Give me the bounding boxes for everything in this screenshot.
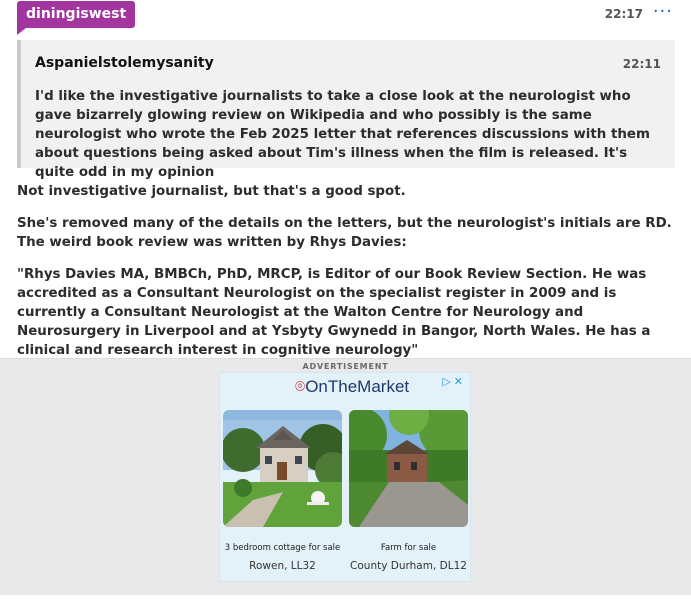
quote-text: I'd like the investigative journalists to take a close look at the neurologist who gave bizarrely glowing review on Wikipedia and who possibly is the same neurologist who wrote the Feb 2025 letter that references discussions with them about questions being asked about Tim's illness when the film is released. It's quite odd in my opinion bbox=[35, 89, 650, 180]
brand-logo[interactable] bbox=[295, 377, 409, 397]
quote-author[interactable]: Aspanielstolemysanity bbox=[35, 55, 214, 71]
listing-card[interactable] bbox=[349, 410, 468, 580]
advertisement-label: ADVERTISEMENT bbox=[302, 362, 389, 371]
post-author-badge[interactable]: diningiswest bbox=[17, 1, 135, 28]
listing-title: Farm for sale bbox=[380, 543, 437, 553]
post-paragraph: She's removed many of the details on the letters, but the neurologist's initials are RD. bbox=[17, 216, 672, 231]
post-paragraph: The weird book review was written by Rhys Davies: bbox=[17, 235, 407, 250]
post-header bbox=[0, 0, 691, 34]
quote-timestamp: 22:11 bbox=[622, 57, 661, 71]
ad-card[interactable] bbox=[219, 372, 471, 582]
brand-logo-text: OnTheMarket bbox=[305, 377, 410, 396]
listing-photo bbox=[223, 410, 342, 527]
quoted-post bbox=[17, 40, 675, 180]
more-options-icon[interactable]: ··· bbox=[652, 1, 673, 22]
adchoices-close-icon[interactable]: ▷✕ bbox=[442, 375, 466, 388]
map-pin-icon: ⌾ bbox=[295, 377, 306, 396]
listing-card[interactable] bbox=[223, 410, 342, 580]
listing-location: Rowen, LL32 bbox=[249, 560, 316, 572]
post-paragraph: Not investigative journalist, but that's a good spot. bbox=[17, 184, 406, 199]
listing-photo bbox=[349, 410, 468, 527]
listing-title: 3 bedroom cottage for sale bbox=[224, 543, 341, 553]
listing-location: County Durham, DL12 bbox=[350, 560, 467, 572]
advertisement-area bbox=[0, 358, 691, 595]
post-timestamp: 22:17 bbox=[604, 7, 643, 21]
post-quote-paragraph: "Rhys Davies MA, BMBCh, PhD, MRCP, is Editor of our Book Review Section. He was accredited as a Consultant Neurologist on the specialist register in 2009 and is currently a Consultant Neurologist at the Walton Centre for Neurology and Neurosurgery in Liverpool and at Ysbyty Gwynedd in Bangor, North Wales. He has a clinical and research interest in cognitive neurology" bbox=[17, 267, 651, 358]
